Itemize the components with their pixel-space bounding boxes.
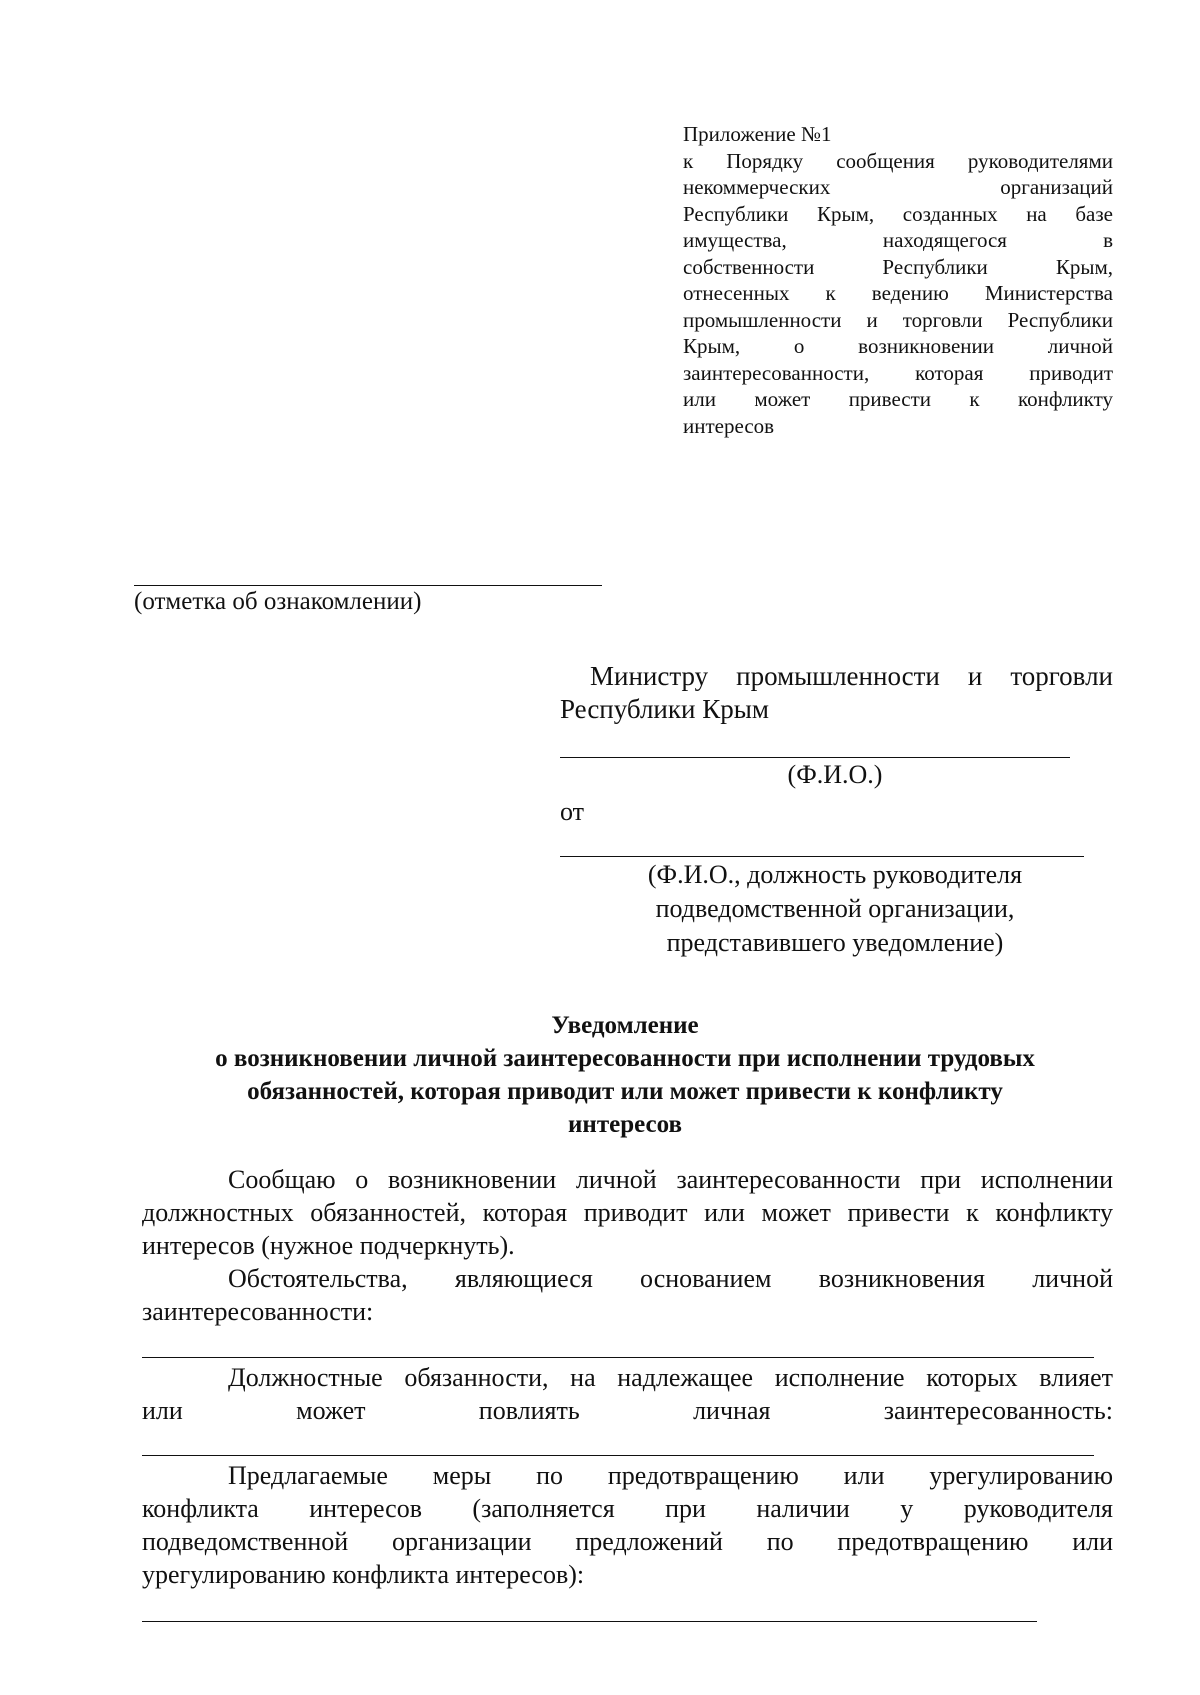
sender-caption	[585, 858, 1085, 960]
paragraph-line: или может повлиять личная заинтересованность:	[142, 1396, 1113, 1425]
duties-field-line[interactable]	[142, 1455, 1094, 1456]
sender-field-line[interactable]	[560, 856, 1084, 857]
appendix-line: интересов	[683, 413, 775, 438]
notice-title	[130, 1009, 1120, 1141]
paragraph-line: подведомственной организации предложений по предотвращению или	[142, 1527, 1113, 1556]
paragraph-line: Предлагаемые меры по предотвращению или урегулированию	[228, 1461, 1113, 1490]
paragraph-line: конфликта интересов (заполняется при наличии у руководителя	[142, 1494, 1113, 1523]
acknowledgement-signature-line[interactable]	[134, 585, 602, 586]
measures-field-line[interactable]	[142, 1621, 1037, 1622]
paragraph-line: урегулированию конфликта интересов):	[142, 1560, 585, 1589]
appendix-line: имущества, находящегося в	[683, 228, 1113, 252]
paragraph-line: Должностные обязанности, на надлежащее исполнение которых влияет	[228, 1363, 1113, 1392]
paragraph-report	[142, 1163, 1113, 1262]
appendix-line: или может привести к конфликту	[683, 387, 1113, 411]
paragraph-circumstances	[142, 1262, 1113, 1328]
paragraph-line: интересов (нужное подчеркнуть).	[142, 1231, 515, 1260]
sender-caption-line: (Ф.И.О., должность руководителя	[647, 860, 1023, 889]
paragraph-line: Сообщаю о возникновении личной заинтересованности при исполнении	[228, 1165, 1113, 1194]
circumstances-field-line[interactable]	[142, 1357, 1094, 1358]
from-label: от	[560, 797, 585, 826]
addressee-block	[560, 660, 1113, 726]
appendix-line: промышленности и торговли Республики	[683, 307, 1113, 332]
appendix-line: собственности Республики Крым,	[683, 254, 1113, 279]
notice-body	[142, 1163, 1113, 1622]
minister-fio-caption: (Ф.И.О.)	[787, 760, 883, 789]
appendix-line: Республики Крым, созданных на базе	[683, 201, 1113, 226]
title-line: обязанностей, которая приводит или может привести к конфликту	[247, 1078, 1003, 1105]
appendix-line: к Порядку сообщения руководителями	[683, 148, 1113, 173]
appendix-line: Крым, о возникновении личной	[683, 334, 1113, 358]
title-line: о возникновении личной заинтересованности при исполнении трудовых	[215, 1045, 1035, 1072]
appendix-note	[683, 121, 1113, 439]
minister-fio-field-line[interactable]	[560, 757, 1070, 758]
appendix-line: Приложение №1	[683, 122, 832, 146]
title-line: Уведомление	[551, 1012, 699, 1039]
paragraph-measures	[142, 1459, 1113, 1591]
title-line: интересов	[568, 1111, 682, 1138]
appendix-line: отнесенных к ведению Министерства	[683, 281, 1113, 305]
paragraph-duties	[142, 1361, 1113, 1427]
paragraph-line: должностных обязанностей, которая приводит или может привести к конфликту	[142, 1198, 1113, 1227]
sender-caption-line: подведомственной организации,	[655, 894, 1015, 923]
appendix-line: заинтересованности, которая приводит	[683, 360, 1113, 385]
appendix-line: некоммерческих организаций	[683, 175, 1113, 199]
addressee-line: Республики Крым	[560, 694, 769, 724]
acknowledgement-caption: (отметка об ознакомлении)	[134, 588, 422, 615]
paragraph-line: заинтересованности:	[142, 1297, 374, 1326]
sender-caption-line: представившего уведомление)	[666, 928, 1004, 957]
addressee-line: Министру промышленности и торговли	[590, 661, 1113, 691]
paragraph-line: Обстоятельства, являющиеся основанием возникновения личной	[228, 1264, 1113, 1293]
